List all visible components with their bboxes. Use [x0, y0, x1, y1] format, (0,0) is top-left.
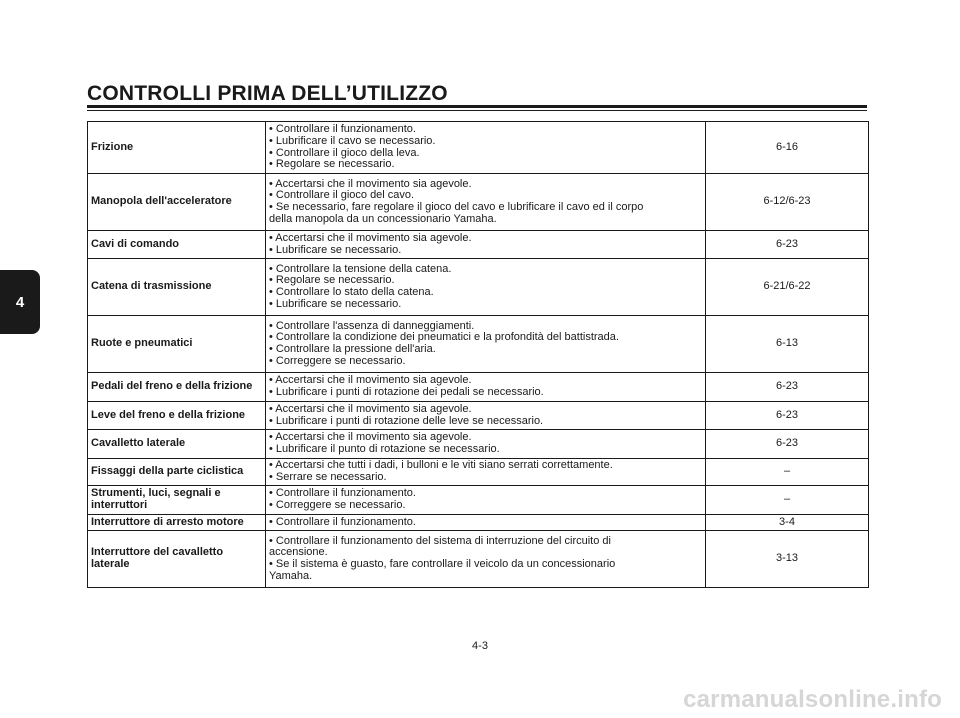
check-actions	[266, 316, 706, 373]
reference-page: 6-23	[706, 430, 869, 459]
action-line: • Controllare lo stato della catena.	[269, 286, 434, 298]
title-rule-thick	[87, 105, 867, 108]
action-line: • Controllare il funzionamento del sistema di interruzione del circuito di	[269, 534, 611, 547]
pre-ride-checks-table	[87, 121, 869, 588]
watermark: carmanualsonline.info	[683, 686, 942, 713]
action-line: • Controllare la condizione dei pneumatici e la profondità del battistrada.	[269, 331, 619, 344]
check-actions	[266, 515, 706, 531]
reference-page: 6-16	[706, 122, 869, 174]
reference-page: 3-4	[706, 515, 869, 531]
table-row	[88, 259, 869, 316]
table-row	[88, 486, 869, 515]
action-line: • Regolare se necessario.	[269, 274, 395, 287]
chapter-tab	[0, 270, 40, 334]
check-item: Cavi di comando	[88, 231, 266, 259]
check-item: Ruote e pneumatici	[88, 316, 266, 373]
action-line: • Controllare la tensione della catena.	[269, 262, 452, 275]
table-row	[88, 459, 869, 486]
check-item: Interruttore del cavalletto laterale	[88, 531, 266, 588]
action-line: Yamaha.	[269, 569, 313, 582]
action-line: • Controllare il funzionamento.	[269, 515, 416, 528]
page-title: CONTROLLI PRIMA DELL’UTILIZZO	[87, 82, 448, 105]
action-line: • Lubrificare i punti di rotazione dei pedali se necessario.	[269, 386, 544, 398]
action-line: • Lubrificare se necessario.	[269, 243, 402, 256]
check-actions	[266, 531, 706, 588]
table-row	[88, 515, 869, 531]
check-actions	[266, 122, 706, 174]
reference-page: 6-13	[706, 316, 869, 373]
action-line: • Accertarsi che tutti i dadi, i bulloni e le viti siano serrati correttamente.	[269, 459, 613, 472]
chapter-number: 4	[15, 293, 25, 311]
action-line: • Controllare l'assenza di danneggiamenti.	[269, 319, 475, 332]
action-line: • Accertarsi che il movimento sia agevole.	[269, 431, 472, 444]
check-actions	[266, 373, 706, 402]
check-actions	[266, 402, 706, 430]
action-line: • Accertarsi che il movimento sia agevole.	[269, 402, 472, 415]
action-line: • Lubrificare i punti di rotazione delle leve se necessario.	[269, 414, 544, 427]
check-item: Strumenti, luci, segnali e interruttori	[88, 486, 266, 515]
action-line: • Accertarsi che il movimento sia agevole.	[269, 177, 472, 190]
table-row	[88, 316, 869, 373]
table-row	[88, 402, 869, 430]
page-number: 4-3	[472, 640, 488, 652]
reference-page: 6-23	[706, 373, 869, 402]
action-line: della manopola da un concessionario Yamaha.	[269, 212, 497, 225]
check-actions	[266, 486, 706, 515]
check-actions	[266, 430, 706, 459]
action-line: • Lubrificare se necessario.	[269, 297, 402, 310]
check-actions	[266, 231, 706, 259]
action-line: • Lubrificare il cavo se necessario.	[269, 134, 436, 147]
action-line: • Lubrificare il punto di rotazione se necessario.	[269, 443, 500, 455]
table-row	[88, 373, 869, 402]
check-item: Pedali del freno e della frizione	[88, 373, 266, 402]
reference-page: 6-21/6-22	[706, 259, 869, 316]
reference-page: –	[706, 486, 869, 515]
action-line: • Accertarsi che il movimento sia agevole.	[269, 374, 472, 387]
check-item: Interruttore di arresto motore	[88, 515, 266, 531]
check-actions	[266, 174, 706, 231]
table-row	[88, 531, 869, 588]
action-line: • Controllare la pressione dell'aria.	[269, 343, 436, 355]
check-item: Manopola dell'acceleratore	[88, 174, 266, 231]
action-line: • Controllare il funzionamento.	[269, 123, 416, 136]
reference-page: 6-23	[706, 231, 869, 259]
check-item: Catena di trasmissione	[88, 259, 266, 316]
action-line: • Controllare il gioco della leva.	[269, 146, 420, 159]
action-line: • Controllare il funzionamento.	[269, 487, 416, 500]
table-row	[88, 122, 869, 174]
action-line: • Regolare se necessario.	[269, 158, 395, 171]
checks-table-body	[88, 122, 869, 588]
check-actions	[266, 459, 706, 486]
action-line: • Se il sistema è guasto, fare controllare il veicolo da un concessionario	[269, 558, 616, 570]
check-item: Leve del freno e della frizione	[88, 402, 266, 430]
table-row	[88, 430, 869, 459]
action-line: • Accertarsi che il movimento sia agevole.	[269, 231, 472, 244]
check-item: Fissaggi della parte ciclistica	[88, 459, 266, 486]
reference-page: –	[706, 459, 869, 486]
action-line: accensione.	[269, 546, 328, 559]
reference-page: 6-23	[706, 402, 869, 430]
action-line: • Se necessario, fare regolare il gioco del cavo e lubrificare il cavo ed il corpo	[269, 201, 644, 213]
check-item: Frizione	[88, 122, 266, 174]
check-actions	[266, 259, 706, 316]
table-row	[88, 231, 869, 259]
action-line: • Correggere se necessario.	[269, 354, 406, 367]
check-item: Cavalletto laterale	[88, 430, 266, 459]
reference-page: 3-13	[706, 531, 869, 588]
title-rule-thin	[87, 110, 867, 111]
reference-page: 6-12/6-23	[706, 174, 869, 231]
action-line: • Controllare il gioco del cavo.	[269, 189, 415, 202]
action-line: • Serrare se necessario.	[269, 471, 387, 483]
action-line: • Correggere se necessario.	[269, 499, 406, 511]
table-row	[88, 174, 869, 231]
